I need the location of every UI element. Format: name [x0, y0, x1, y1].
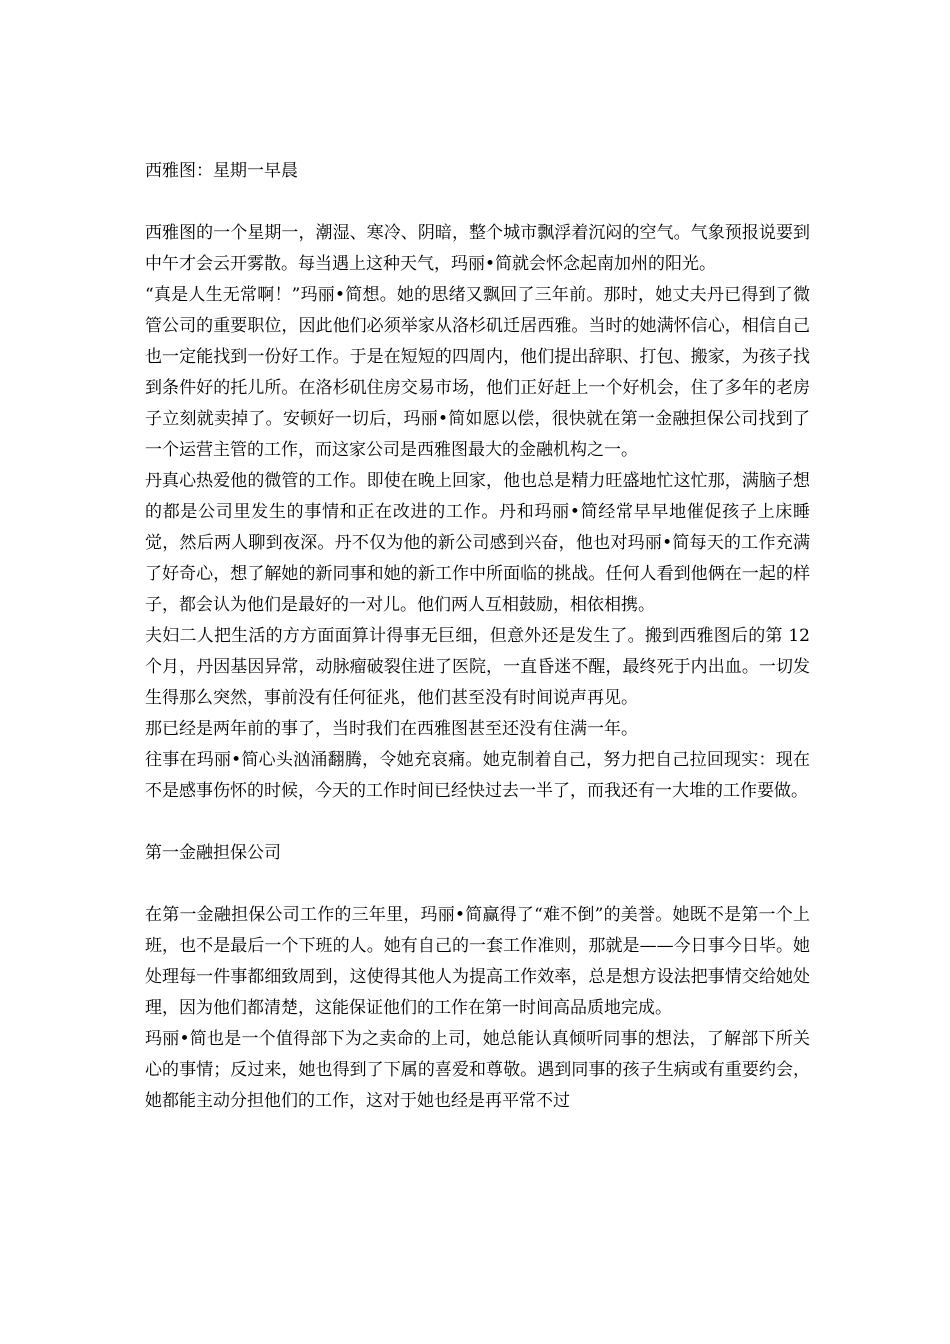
spacer — [145, 869, 810, 900]
section-heading-seattle-monday: 西雅图：星期一早晨 — [145, 161, 298, 181]
section-heading-first-financial: 第一金融担保公司 — [145, 843, 281, 863]
paragraph: 玛丽•简也是一个值得部下为之卖命的上司，她总能认真倾听同事的想法，了解部下所关心的事情；反过来，她也得到了下属的喜爱和尊敬。遇到同事的孩子生病或有重要约会，她都能主动分担他们的工作，这对于她也经是再平常不过 — [145, 1029, 810, 1111]
document-page — [145, 156, 810, 1117]
paragraph: 往事在玛丽•简心头汹涌翻腾，令她充哀痛。她克制着自己，努力把自己拉回现实：现在不是感事伤怀的时候，今天的工作时间已经快过去一半了，而我还有一大堆的工作要做。 — [145, 750, 810, 801]
paragraph: 西雅图的一个星期一，潮湿、寒冷、阴暗，整个城市飘浮着沉闷的空气。气象预报说要到中午才会云开雾散。每当遇上这种天气，玛丽•简就会怀念起南加州的阳光。 — [145, 223, 810, 274]
paragraph: 在第一金融担保公司工作的三年里，玛丽•简赢得了“难不倒”的美誉。她既不是第一个上班，也不是最后一个下班的人。她有自己的一套工作准则，那就是——今日事今日毕。她处理每一件事都细致周到，这使得其他人为提高工作效率，总是想方设法把事情交给她处理，因为他们都清楚，这能保证他们的工作在第一时间高品质地完成。 — [145, 905, 810, 1018]
spacer — [145, 187, 810, 218]
paragraph: “真是人生无常啊！”玛丽•简想。她的思绪又飘回了三年前。那时，她丈夫丹已得到了微管公司的重要职位，因此他们必须举家从洛杉矶迁居西雅。当时的她满怀信心，相信自己也一定能找到一份好工作。于是在短短的四周内，他们提出辞职、打包、搬家，为孩子找到条件好的托儿所。在洛杉矶住房交易市场，他们正好赶上一个好机会，住了多年的老房子立刻就卖掉了。安顿好一切后，玛丽•简如愿以偿，很快就在第一金融担保公司找到了一个运营主管的工作，而这家公司是西雅图最大的金融机构之一。 — [145, 285, 810, 460]
paragraph: 那已经是两年前的事了，当时我们在西雅图甚至还没有住满一年。 — [145, 719, 638, 739]
paragraph: 丹真心热爱他的微管的工作。即使在晚上回家，他也总是精力旺盛地忙这忙那，满脑子想的都是公司里发生的事情和正在改进的工作。丹和玛丽•简经常早早地催促孩子上床睡觉，然后两人聊到夜深。丹不仅为他的新公司感到兴奋，他也对玛丽•简每天的工作充满了好奇心，想了解她的新同事和她的新工作中所面临的挑战。任何人看到他俩在一起的样子，都会认为他们是最好的一对儿。他们两人互相鼓励，相依相携。 — [145, 471, 810, 615]
paragraph: 夫妇二人把生活的方方面面算计得事无巨细，但意外还是发生了。搬到西雅图后的第 12 个月，丹因基因异常，动脉瘤破裂住进了医院，一直昏迷不醒，最终死于内出血。一切发生得那么突然，事前没有任何征兆，他们甚至没有时间说声再见。 — [145, 626, 810, 708]
spacer — [145, 807, 810, 838]
